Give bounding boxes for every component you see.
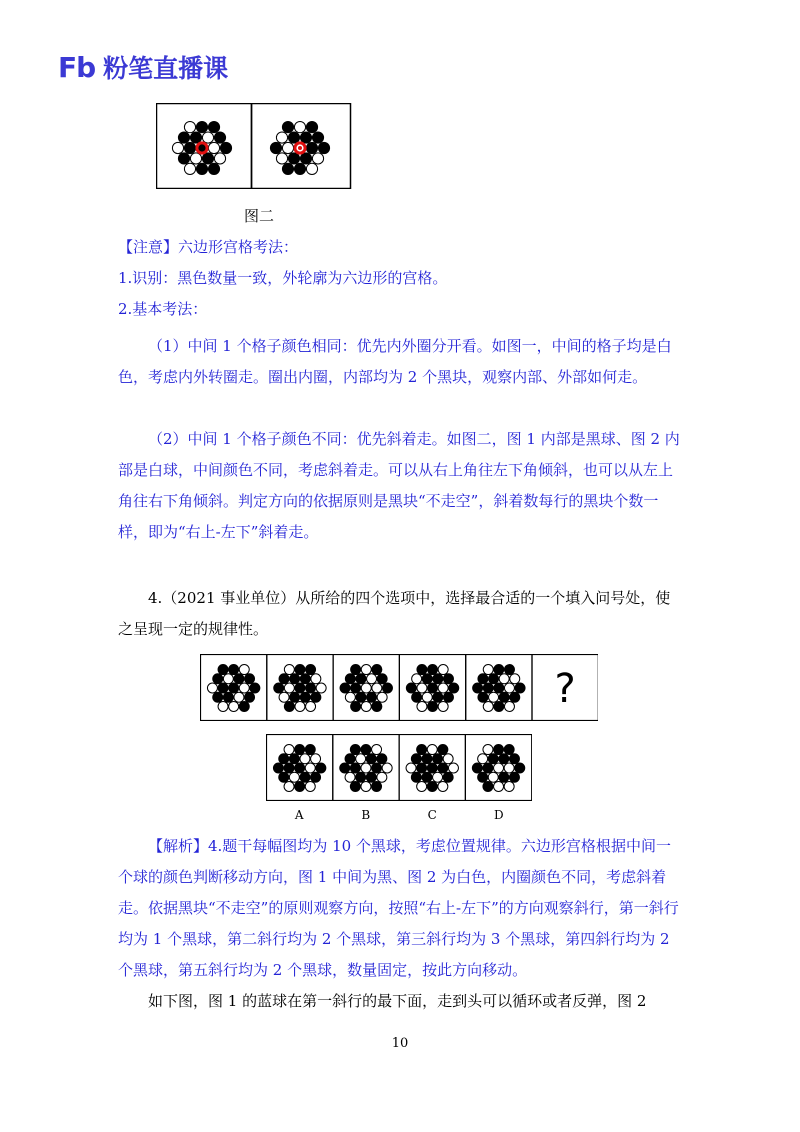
hex-ball bbox=[356, 674, 366, 684]
hex-ball bbox=[306, 665, 316, 675]
hex-ball bbox=[443, 772, 453, 782]
hex-ball bbox=[473, 683, 483, 693]
analysis-paragraph-2: 如下图，图 1 的蓝球在第一斜行的最下面，走到头可以循环或者反弹，图 2 bbox=[148, 992, 647, 1010]
hex-ball bbox=[300, 772, 310, 782]
hex-ball bbox=[305, 763, 315, 773]
hex-ball bbox=[499, 754, 509, 764]
hex-ball bbox=[417, 781, 427, 791]
hex-ball bbox=[218, 683, 228, 693]
hex-ball bbox=[499, 674, 509, 684]
hex-ball bbox=[295, 665, 305, 675]
hex-ball bbox=[361, 781, 371, 791]
hex-ball bbox=[279, 674, 289, 684]
analysis-paragraph-1: 【解析】4.题干每幅图均为 10 个黑球，考虑位置规律。六边形宫格根据中间一个球的颜色判断移动方向，图 1 中间为黑、图 2 为白色，内圈颜色不同，考虑斜着走。依据黑块“不走空”的原则观察方向，按照“右上-左下”的方向观察斜行，第一斜行均为 1 个黑球，第二斜行均为 2 个黑球，第三斜行均为 3 个黑球，第四斜行均为 2 个黑球，第五斜行均为 2 个黑球，数量固定，按此方向移动。 bbox=[118, 837, 679, 979]
question-hex-3 bbox=[340, 665, 392, 712]
hex-ball bbox=[239, 701, 249, 711]
hex-ball bbox=[417, 745, 427, 755]
hex-ball bbox=[377, 692, 387, 702]
hex-ball bbox=[361, 665, 371, 675]
hex-ball bbox=[509, 772, 519, 782]
hex-ball bbox=[422, 674, 432, 684]
hex-ball bbox=[510, 674, 520, 684]
hex-ball bbox=[239, 665, 249, 675]
hex-ball bbox=[510, 692, 520, 702]
hex-ball bbox=[494, 683, 504, 693]
hex-ball bbox=[202, 153, 213, 164]
hex-ball bbox=[412, 692, 422, 702]
hex-ball bbox=[427, 781, 437, 791]
hex-ball bbox=[282, 142, 293, 153]
hex-ball bbox=[208, 163, 219, 174]
hex-ball bbox=[483, 781, 493, 791]
hex-ball bbox=[172, 142, 183, 153]
hex-ball bbox=[483, 763, 493, 773]
option-hex-1 bbox=[273, 745, 325, 792]
hex-ball bbox=[494, 701, 504, 711]
hex-ball bbox=[178, 132, 189, 143]
hex-ball bbox=[372, 701, 382, 711]
hex-ball bbox=[306, 683, 316, 693]
hex-ball bbox=[250, 683, 260, 693]
hex-ball bbox=[190, 153, 201, 164]
hex-ball bbox=[295, 701, 305, 711]
hex-ball bbox=[276, 153, 287, 164]
hex-ball bbox=[213, 674, 223, 684]
hex-ball bbox=[245, 692, 255, 702]
hex-ball bbox=[382, 683, 392, 693]
hex-ball bbox=[443, 754, 453, 764]
hex-ball bbox=[478, 692, 488, 702]
hex-ball bbox=[178, 153, 189, 164]
hex-ball bbox=[318, 142, 329, 153]
hex-ball bbox=[300, 132, 311, 143]
hex-ball bbox=[282, 122, 293, 133]
hex-ball bbox=[208, 142, 219, 153]
hex-ball bbox=[449, 683, 459, 693]
hex-ball bbox=[208, 122, 219, 133]
hex-ball bbox=[229, 701, 239, 711]
hex-ball bbox=[356, 754, 366, 764]
hex-ball bbox=[422, 772, 432, 782]
hex-ball bbox=[377, 772, 387, 782]
hex-ball bbox=[494, 745, 504, 755]
hex-ball bbox=[489, 692, 499, 702]
hex-ball bbox=[311, 692, 321, 702]
hex-ball bbox=[196, 163, 207, 174]
hex-ball bbox=[282, 163, 293, 174]
hex-ball bbox=[184, 142, 195, 153]
hex-ball bbox=[356, 692, 366, 702]
hex-ball bbox=[234, 674, 244, 684]
hex-ball bbox=[295, 781, 305, 791]
hex-ball bbox=[316, 683, 326, 693]
hex-ball bbox=[438, 701, 448, 711]
center-dot bbox=[298, 146, 302, 150]
hex-ball bbox=[488, 772, 498, 782]
hex-ball bbox=[494, 665, 504, 675]
hex-ball bbox=[290, 674, 300, 684]
hex-ball bbox=[279, 692, 289, 702]
option-hex-2 bbox=[340, 745, 392, 792]
hex-ball bbox=[504, 683, 514, 693]
hex-ball bbox=[412, 674, 422, 684]
note-sub-2: （2）中间 1 个格子颜色不同：优先斜着走。如图二，图 1 内部是黑球、图 2 内部是白球，中间颜色不同，考虑斜着走。可以从右上角往左下角倾斜，也可以从左上角往右下角倾斜。判定方向的依据原则是黑块“不走空”，斜着数每行的黑块个数一样，即为“右上-左下”斜着走。 bbox=[118, 430, 680, 541]
hex-ball bbox=[311, 674, 321, 684]
hex-ball bbox=[372, 665, 382, 675]
question-mark: ? bbox=[554, 666, 576, 712]
hex-ball bbox=[345, 772, 355, 782]
hex-ball bbox=[443, 674, 453, 684]
hex-ball bbox=[504, 701, 514, 711]
option-label-b: B bbox=[361, 808, 371, 822]
hex-ball bbox=[279, 754, 289, 764]
hex-ball bbox=[433, 692, 443, 702]
hex-ball bbox=[340, 683, 350, 693]
hex-ball bbox=[372, 763, 382, 773]
hex-ball bbox=[366, 772, 376, 782]
hex-ball bbox=[478, 772, 488, 782]
hex-ball bbox=[214, 132, 225, 143]
hex-ball bbox=[366, 754, 376, 764]
fenbi-logo bbox=[58, 50, 228, 84]
page-number: 10 bbox=[391, 1036, 409, 1051]
hex-ball bbox=[207, 683, 217, 693]
figure-two-caption: 图二 bbox=[244, 207, 275, 225]
note-item-2: 2.基本考法： bbox=[118, 300, 208, 318]
hex-ball bbox=[229, 683, 239, 693]
question-hex-1 bbox=[207, 665, 259, 712]
hex-ball bbox=[406, 683, 416, 693]
hex-ball bbox=[515, 683, 525, 693]
option-label-a: A bbox=[294, 808, 304, 822]
hex-ball bbox=[300, 153, 311, 164]
hex-ball bbox=[345, 692, 355, 702]
hex-ball bbox=[273, 763, 283, 773]
hex-ball bbox=[411, 772, 421, 782]
hex-ball bbox=[184, 122, 195, 133]
hex-ball bbox=[367, 692, 377, 702]
hex-ball bbox=[340, 763, 350, 773]
figure-two-hex-2 bbox=[270, 122, 329, 175]
hex-ball bbox=[427, 763, 437, 773]
hex-ball bbox=[499, 692, 509, 702]
hex-ball bbox=[290, 692, 300, 702]
note-item-1: 1.识别：黑色数量一致，外轮廓为六边形的宫格。 bbox=[118, 269, 448, 287]
hex-ball bbox=[483, 701, 493, 711]
options-figure-row bbox=[266, 734, 532, 801]
hex-ball bbox=[509, 754, 519, 764]
hex-ball bbox=[345, 674, 355, 684]
figure-two-image bbox=[156, 103, 352, 189]
hex-ball bbox=[300, 674, 310, 684]
hex-ball bbox=[284, 665, 294, 675]
hex-ball bbox=[504, 745, 514, 755]
hex-ball bbox=[372, 683, 382, 693]
hex-ball bbox=[289, 772, 299, 782]
hex-ball bbox=[294, 122, 305, 133]
hex-ball bbox=[483, 665, 493, 675]
hex-ball bbox=[377, 754, 387, 764]
hex-ball bbox=[504, 763, 514, 773]
hex-ball bbox=[494, 781, 504, 791]
hex-ball bbox=[478, 754, 488, 764]
hex-ball bbox=[438, 745, 448, 755]
hex-ball bbox=[279, 772, 289, 782]
figure-two-hex-1 bbox=[172, 122, 231, 175]
hex-ball bbox=[372, 781, 382, 791]
hex-ball bbox=[478, 674, 488, 684]
hex-ball bbox=[382, 763, 392, 773]
hex-ball bbox=[218, 701, 228, 711]
hex-ball bbox=[305, 745, 315, 755]
note-title: 【注意】六边形宫格考法： bbox=[118, 238, 299, 256]
question-hex-2 bbox=[274, 665, 326, 712]
hex-ball bbox=[234, 692, 244, 702]
hex-ball bbox=[312, 132, 323, 143]
hex-ball bbox=[351, 665, 361, 675]
logo-text: 粉笔直播课 bbox=[103, 54, 229, 83]
hex-ball bbox=[422, 754, 432, 764]
hex-ball bbox=[483, 683, 493, 693]
hex-ball bbox=[438, 683, 448, 693]
hex-ball bbox=[351, 701, 361, 711]
hex-ball bbox=[223, 674, 233, 684]
hex-ball bbox=[300, 754, 310, 764]
hex-ball bbox=[184, 163, 195, 174]
hex-ball bbox=[306, 701, 316, 711]
hex-ball bbox=[515, 763, 525, 773]
hex-ball bbox=[433, 772, 443, 782]
hex-ball bbox=[417, 701, 427, 711]
note-sub-1: （1）中间 1 个格子颜色相同：优先内外圈分开看。如图一，中间的格子均是白色，考虑内外转圈走。圈出内圈，内部均为 2 个黑块，观察内部、外部如何走。 bbox=[118, 337, 672, 386]
hex-ball bbox=[350, 763, 360, 773]
hex-ball bbox=[300, 692, 310, 702]
hex-ball bbox=[361, 701, 371, 711]
hex-ball bbox=[306, 142, 317, 153]
question-text: 4.（2021 事业单位）从所给的四个选项中，选择最合适的一个填入问号处，使之呈现一定的规律性。 bbox=[118, 589, 671, 638]
hex-ball bbox=[483, 745, 493, 755]
hex-ball bbox=[499, 772, 509, 782]
hex-ball bbox=[504, 781, 514, 791]
hex-ball bbox=[428, 701, 438, 711]
hex-ball bbox=[428, 683, 438, 693]
hex-ball bbox=[433, 754, 443, 764]
hex-ball bbox=[196, 122, 207, 133]
hex-ball bbox=[438, 763, 448, 773]
hex-ball bbox=[494, 763, 504, 773]
hex-ball bbox=[295, 745, 305, 755]
hex-ball bbox=[218, 665, 228, 675]
hex-ball bbox=[245, 674, 255, 684]
hex-ball bbox=[361, 763, 371, 773]
hex-ball bbox=[239, 683, 249, 693]
hex-ball bbox=[276, 132, 287, 143]
hex-ball bbox=[488, 754, 498, 764]
hex-ball bbox=[229, 665, 239, 675]
hex-ball bbox=[417, 763, 427, 773]
hex-ball bbox=[202, 132, 213, 143]
hex-ball bbox=[345, 754, 355, 764]
hex-ball bbox=[367, 674, 377, 684]
hex-ball bbox=[351, 683, 361, 693]
option-hex-4 bbox=[472, 745, 524, 792]
hex-ball bbox=[190, 132, 201, 143]
hex-ball bbox=[411, 754, 421, 764]
hex-ball bbox=[295, 683, 305, 693]
hex-ball bbox=[443, 692, 453, 702]
option-hex-3 bbox=[406, 745, 458, 792]
hex-ball bbox=[489, 674, 499, 684]
hex-ball bbox=[294, 163, 305, 174]
hex-ball bbox=[213, 692, 223, 702]
hex-ball bbox=[274, 683, 284, 693]
hex-ball bbox=[284, 745, 294, 755]
hex-ball bbox=[311, 754, 321, 764]
question-hex-5 bbox=[473, 665, 525, 712]
hex-ball bbox=[356, 772, 366, 782]
hex-ball bbox=[422, 692, 432, 702]
hex-ball bbox=[504, 665, 514, 675]
hex-ball bbox=[428, 665, 438, 675]
question-figure-row bbox=[200, 654, 598, 721]
hex-ball bbox=[433, 674, 443, 684]
hex-ball bbox=[220, 142, 231, 153]
hex-ball bbox=[427, 745, 437, 755]
hex-ball bbox=[284, 763, 294, 773]
hex-ball bbox=[214, 153, 225, 164]
hex-ball bbox=[361, 745, 371, 755]
hex-ball bbox=[372, 745, 382, 755]
hex-ball bbox=[438, 781, 448, 791]
hex-ball bbox=[284, 781, 294, 791]
question-hex-4 bbox=[406, 665, 458, 712]
option-labels bbox=[266, 808, 532, 822]
hex-ball bbox=[417, 683, 427, 693]
hex-ball bbox=[316, 763, 326, 773]
hex-ball bbox=[312, 153, 323, 164]
center-highlight bbox=[197, 143, 207, 153]
hex-ball bbox=[361, 683, 371, 693]
hex-ball bbox=[289, 754, 299, 764]
hex-ball bbox=[417, 665, 427, 675]
hex-ball bbox=[305, 781, 315, 791]
hex-ball bbox=[350, 781, 360, 791]
hex-ball bbox=[288, 132, 299, 143]
hex-ball bbox=[306, 163, 317, 174]
hex-ball bbox=[223, 692, 233, 702]
hex-ball bbox=[448, 763, 458, 773]
hex-ball bbox=[306, 122, 317, 133]
hex-ball bbox=[284, 683, 294, 693]
option-label-c: C bbox=[427, 808, 437, 822]
hex-ball bbox=[284, 701, 294, 711]
hex-ball bbox=[472, 763, 482, 773]
hex-ball bbox=[270, 142, 281, 153]
hex-ball bbox=[350, 745, 360, 755]
hex-ball bbox=[288, 153, 299, 164]
hex-ball bbox=[377, 674, 387, 684]
hex-ball bbox=[406, 763, 416, 773]
hex-ball bbox=[438, 665, 448, 675]
hex-ball bbox=[311, 772, 321, 782]
hex-ball bbox=[295, 763, 305, 773]
logo-mark: Fb bbox=[58, 50, 96, 84]
option-label-d: D bbox=[493, 808, 504, 822]
